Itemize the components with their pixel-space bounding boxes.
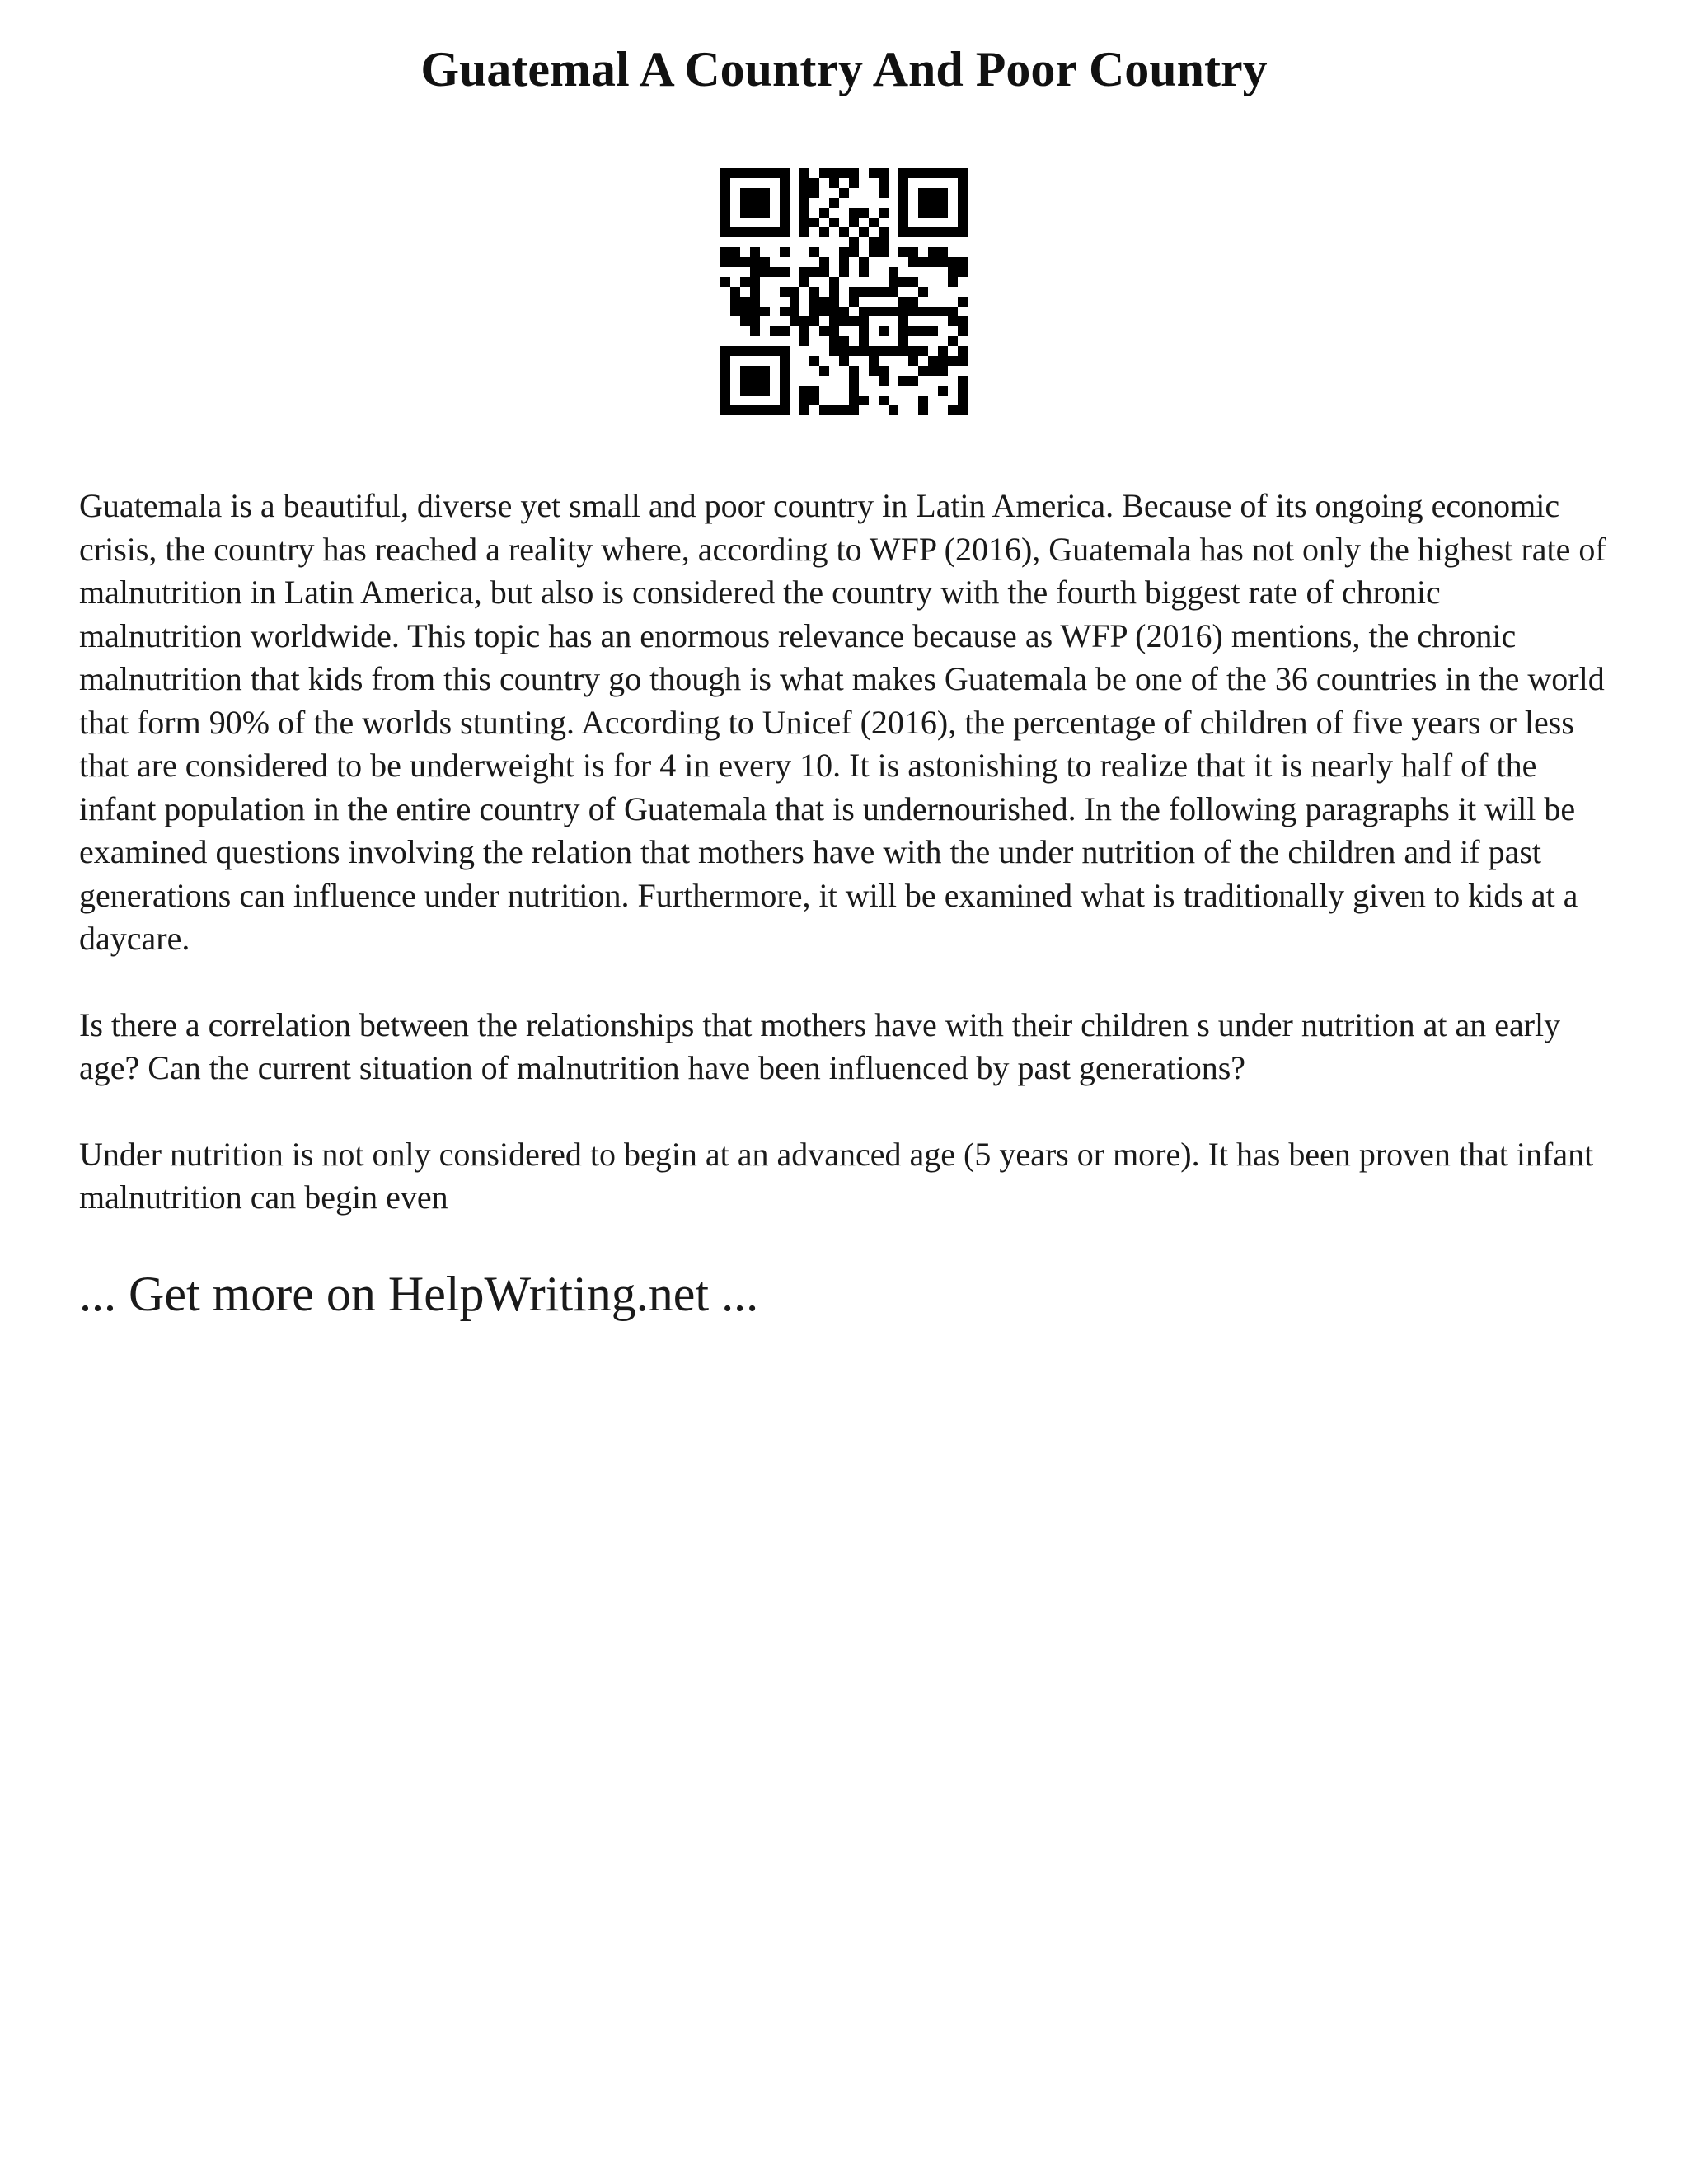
get-more-link[interactable]: ... Get more on HelpWriting.net ... (79, 1266, 759, 1321)
paragraph-questions: Is there a correlation between the relationships that mothers have with their children s under nutrition at an early age? Can the current situation of malnutrition have been influenced by past generations? (79, 1005, 1561, 1086)
document-body (79, 485, 1609, 1220)
qr-code-icon (720, 168, 968, 415)
paragraph-intro: Guatemala is a beautiful, diverse yet small and poor country in Latin America. Because of its ongoing economic crisis, the country has reached a reality where, according to WFP (2016), Guatemala has not only the highest rate of malnutrition in Latin America, but also is considered the country with the fourth biggest rate of chronic malnutrition worldwide. This topic has an enormous relevance because as WFP (2016) mentions, the chronic malnutrition that kids from this country go though is what makes Guatemala be one of the 36 countries in the world that form 90% of the worlds stunting. According to Unicef (2016), the percentage of children of five years or less that are considered to be underweight is for 4 in every 10. It is astonishing to realize that it is nearly half of the infant population in the entire country of Guatemala that is undernourished. In the following paragraphs it will be examined questions involving the relation that mothers have with the under nutrition of the children and if past generations can influence under nutrition. Furthermore, it will be examined what is traditionally given to kids at a daycare. (79, 487, 1606, 957)
document-title: Guatemal A Country And Poor Country (420, 42, 1268, 96)
qr-code (720, 168, 968, 415)
paragraph-excerpt: Under nutrition is not only considered to begin at an advanced age (5 years or more). It has been proven that infant malnutrition can begin even (79, 1135, 1594, 1216)
